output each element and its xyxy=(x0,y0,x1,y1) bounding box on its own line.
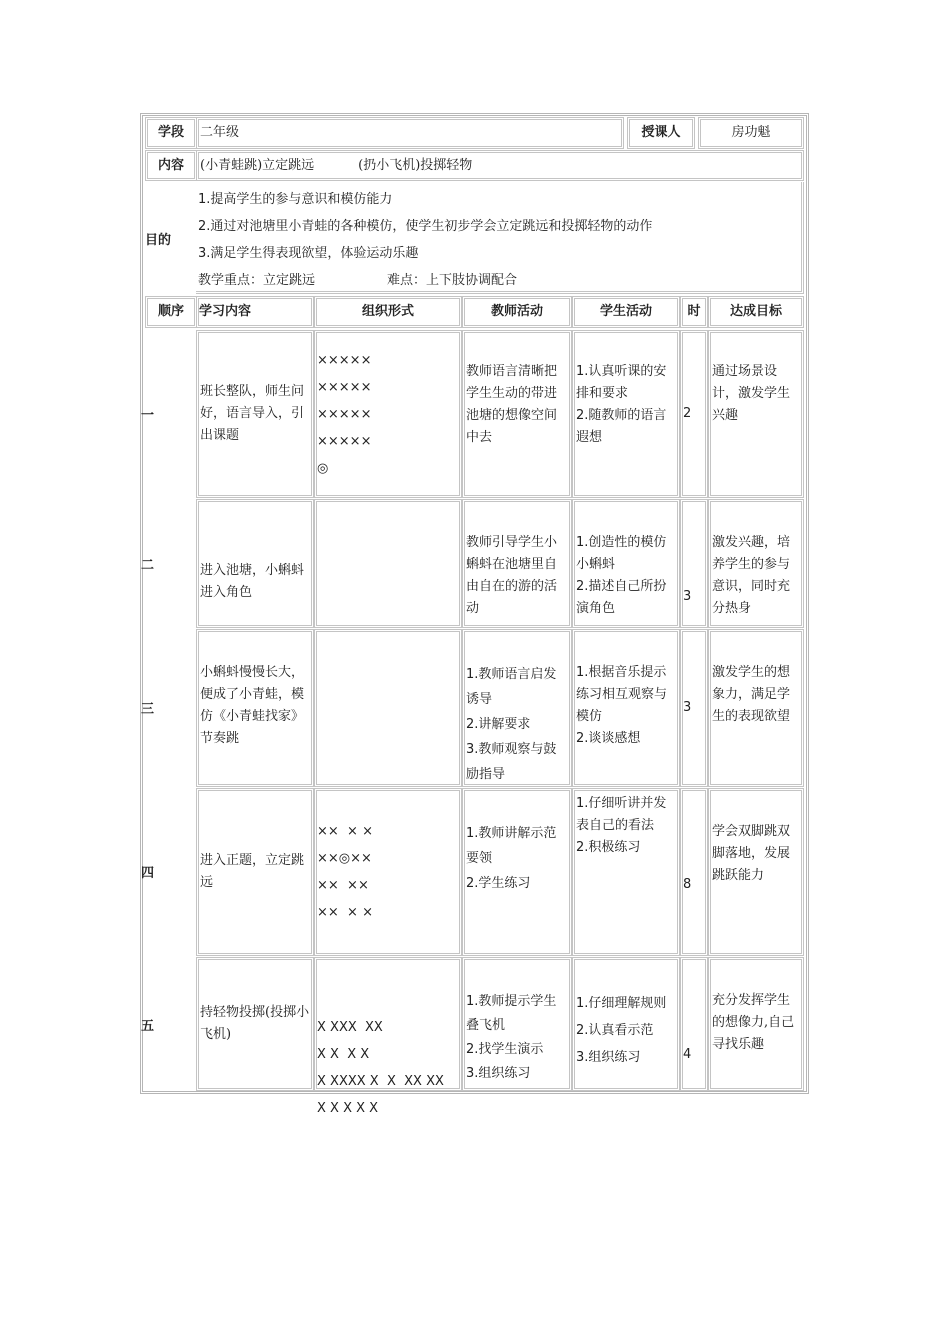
row-content: 班长整队，师生问好，语言导入，引出课题 xyxy=(196,330,314,498)
row-order: 五 xyxy=(141,1018,155,1034)
row-content: 进入池塘，小蝌蚪进入角色 xyxy=(196,499,314,628)
row-teacher: 1.教师讲解示范要领 2.学生练习 xyxy=(462,788,572,956)
row-student: 1.创造性的模仿小蝌蚪 2.描述自己所扮演角色 xyxy=(572,499,680,628)
row-student: 1.仔细理解规则 2.认真看示范 3.组织练习 xyxy=(572,957,680,1091)
row-organization: ×× × × ××◎×× ×× ×× ×× × × xyxy=(314,788,462,956)
row-goal: 充分发挥学生的想像力,自己寻找乐趣 xyxy=(708,957,804,1091)
row-order: 一 xyxy=(141,407,155,423)
row-order: 四 xyxy=(141,865,155,881)
col-student: 学生活动 xyxy=(572,296,680,328)
col-teacher: 教师活动 xyxy=(462,296,572,328)
purpose-line-3: 3.满足学生得表现欲望，体验运动乐趣 xyxy=(198,246,419,261)
teacher-label: 授课人 xyxy=(627,117,695,149)
purpose-line-2: 2.通过对池塘里小青蛙的各种模仿，使学生初步学会立定跳远和投掷轻物的动作 xyxy=(198,219,653,234)
row-time: 2 xyxy=(680,330,708,498)
row-teacher: 教师语言清晰把学生生动的带进池塘的想像空间中去 xyxy=(462,330,572,498)
row-goal: 学会双脚跳双脚落地，发展跳跃能力 xyxy=(708,788,804,956)
row-organization: X XXX XX X X X X X XXXX X X XX XX X X X X X xyxy=(314,957,462,1091)
key-point: 教学重点：立定跳远 xyxy=(198,273,316,288)
purpose-box xyxy=(196,182,804,294)
col-content: 学习内容 xyxy=(196,296,314,328)
col-time: 时 xyxy=(680,296,708,328)
row-content: 持轻物投掷(投掷小飞机) xyxy=(196,957,314,1091)
content-topic-1: (小青蛙跳)立定跳远 xyxy=(200,157,315,173)
row-teacher: 1.教师语言启发诱导 2.讲解要求 3.教师观察与鼓励指导 xyxy=(462,629,572,787)
row-goal: 激发兴趣，培养学生的参与意识，同时充分热身 xyxy=(708,499,804,628)
row-goal: 通过场景设计，激发学生兴趣 xyxy=(708,330,804,498)
col-goal: 达成目标 xyxy=(708,296,804,328)
row-order: 二 xyxy=(141,557,155,573)
row-organization: ××××× ××××× ××××× ××××× ◎ xyxy=(314,330,462,498)
col-order: 顺序 xyxy=(145,296,197,328)
row-organization xyxy=(314,629,462,787)
row-content: 进入正题，立定跳远 xyxy=(196,788,314,956)
key-points xyxy=(198,267,799,294)
difficulty: 难点：上下肢协调配合 xyxy=(387,273,518,288)
row-time: 3 xyxy=(680,499,708,628)
row-student: 1.认真听课的安排和要求 2.随教师的语言遐想 xyxy=(572,330,680,498)
grade-value: 二年级 xyxy=(196,117,624,149)
teacher-value: 房功魁 xyxy=(698,117,804,149)
row-student: 1.根据音乐提示练习相互观察与模仿 2.谈谈感想 xyxy=(572,629,680,787)
content-label: 内容 xyxy=(145,150,197,181)
row-time: 3 xyxy=(680,629,708,787)
row-order: 三 xyxy=(141,701,155,717)
content-topic-2: (扔小飞机)投掷轻物 xyxy=(358,157,473,173)
row-time: 4 xyxy=(680,957,708,1091)
row-time: 8 xyxy=(680,788,708,956)
row-student: 1.仔细听讲并发表自己的看法 2.积极练习 xyxy=(572,788,680,956)
row-goal: 激发学生的想象力，满足学生的表现欲望 xyxy=(708,629,804,787)
col-organization: 组织形式 xyxy=(314,296,462,328)
row-organization xyxy=(314,499,462,628)
grade-label: 学段 xyxy=(145,117,197,149)
content-value xyxy=(196,150,804,181)
row-teacher: 1.教师提示学生叠飞机 2.找学生演示 3.组织练习 xyxy=(462,957,572,1091)
purpose-label: 目的 xyxy=(145,232,172,248)
row-content: 小蝌蚪慢慢长大，便成了小青蛙，模仿《小青蛙找家》节奏跳 xyxy=(196,629,314,787)
purpose-line-1: 1.提高学生的参与意识和模仿能力 xyxy=(198,192,393,207)
row-teacher: 教师引导学生小蝌蚪在池塘里自由自在的游的活动 xyxy=(462,499,572,628)
